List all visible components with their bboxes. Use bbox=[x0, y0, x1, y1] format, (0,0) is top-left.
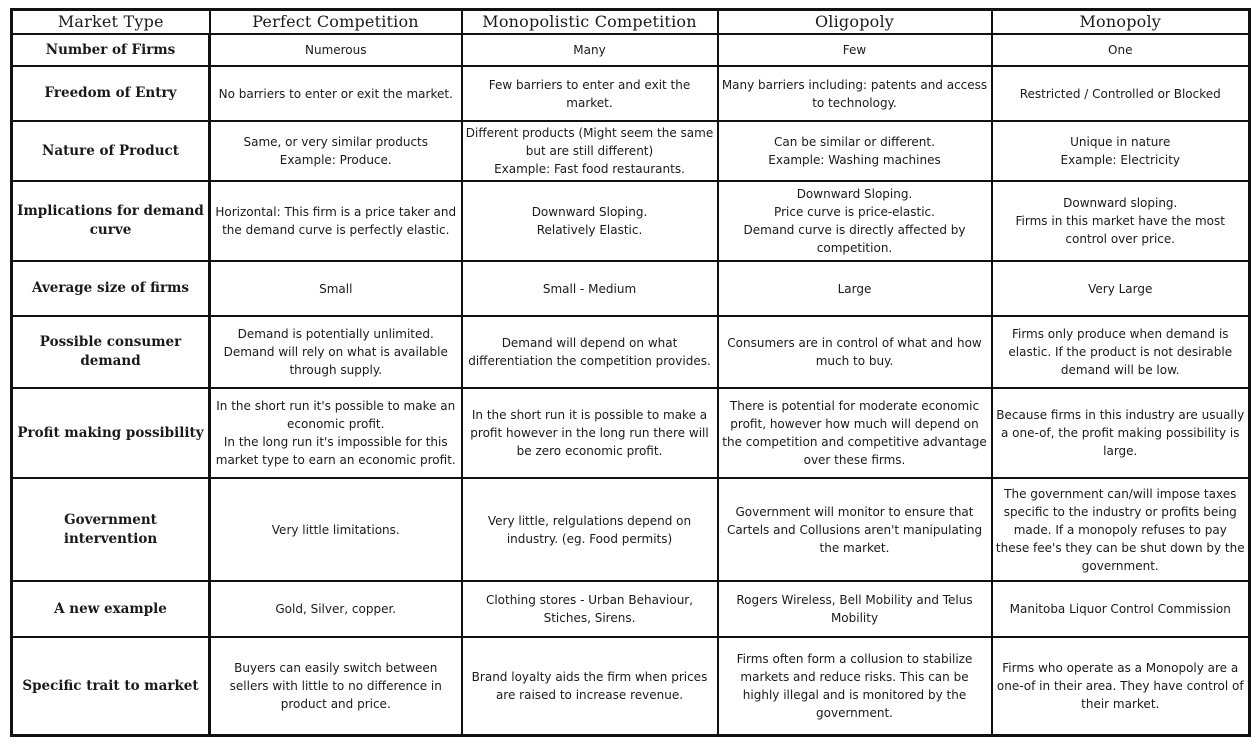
cell-oligopoly: Few bbox=[718, 34, 992, 66]
cell-perfect-competition: Same, or very similar products Example: Produce. bbox=[210, 121, 462, 181]
cell-monopolistic-competition: Brand loyalty aids the firm when prices are raised to increase revenue. bbox=[462, 637, 718, 736]
cell-monopoly: Manitoba Liquor Control Commission bbox=[992, 581, 1250, 637]
cell-perfect-competition: Numerous bbox=[210, 34, 462, 66]
row-label: Specific trait to market bbox=[12, 637, 210, 736]
cell-perfect-competition: Demand is potentially unlimited. Demand will rely on what is available through supply. bbox=[210, 316, 462, 388]
cell-perfect-competition: No barriers to enter or exit the market. bbox=[210, 66, 462, 121]
cell-monopoly: Downward sloping. Firms in this market have the most control over price. bbox=[992, 181, 1250, 261]
header-row bbox=[12, 10, 1250, 35]
row-specific-trait bbox=[12, 637, 1250, 736]
header-oligopoly: Oligopoly bbox=[718, 10, 992, 35]
row-label: Government intervention bbox=[12, 478, 210, 581]
row-label: Average size of firms bbox=[12, 261, 210, 316]
cell-monopolistic-competition: In the short run it is possible to make a profit however in the long run there will be zero economic profit. bbox=[462, 388, 718, 478]
cell-oligopoly: Government will monitor to ensure that Cartels and Collusions aren't manipulating the market. bbox=[718, 478, 992, 581]
cell-perfect-competition: Small bbox=[210, 261, 462, 316]
row-label: Possible consumer demand bbox=[12, 316, 210, 388]
row-government-intervention bbox=[12, 478, 1250, 581]
row-consumer-demand bbox=[12, 316, 1250, 388]
header-monopoly: Monopoly bbox=[992, 10, 1250, 35]
row-label: Number of Firms bbox=[12, 34, 210, 66]
cell-oligopoly: Rogers Wireless, Bell Mobility and Telus Mobility bbox=[718, 581, 992, 637]
cell-oligopoly: Consumers are in control of what and how much to buy. bbox=[718, 316, 992, 388]
row-label: Profit making possibility bbox=[12, 388, 210, 478]
cell-monopoly: Firms only produce when demand is elastic. If the product is not desirable demand will be low. bbox=[992, 316, 1250, 388]
row-label: A new example bbox=[12, 581, 210, 637]
market-structures-table bbox=[10, 8, 1251, 737]
cell-perfect-competition: In the short run it's possible to make an economic profit. In the long run it's impossible for this market type to earn an economic profit. bbox=[210, 388, 462, 478]
cell-monopolistic-competition: Small - Medium bbox=[462, 261, 718, 316]
row-freedom-of-entry bbox=[12, 66, 1250, 121]
cell-monopolistic-competition: Clothing stores - Urban Behaviour, Stiches, Sirens. bbox=[462, 581, 718, 637]
cell-monopolistic-competition: Different products (Might seem the same but are still different) Example: Fast food restaurants. bbox=[462, 121, 718, 181]
row-nature-of-product bbox=[12, 121, 1250, 181]
cell-oligopoly: There is potential for moderate economic profit, however how much will depend on the competition and competitive advantage over these firms. bbox=[718, 388, 992, 478]
header-market-type: Market Type bbox=[12, 10, 210, 35]
header-monopolistic-competition: Monopolistic Competition bbox=[462, 10, 718, 35]
cell-perfect-competition: Very little limitations. bbox=[210, 478, 462, 581]
cell-monopoly: One bbox=[992, 34, 1250, 66]
row-demand-curve bbox=[12, 181, 1250, 261]
cell-oligopoly: Large bbox=[718, 261, 992, 316]
cell-monopoly: Restricted / Controlled or Blocked bbox=[992, 66, 1250, 121]
market-structures-document bbox=[10, 8, 1251, 737]
cell-monopoly: Very Large bbox=[992, 261, 1250, 316]
cell-monopolistic-competition: Many bbox=[462, 34, 718, 66]
cell-oligopoly: Can be similar or different. Example: Washing machines bbox=[718, 121, 992, 181]
cell-perfect-competition: Buyers can easily switch between sellers with little to no difference in product and price. bbox=[210, 637, 462, 736]
row-number-of-firms bbox=[12, 34, 1250, 66]
cell-oligopoly: Firms often form a collusion to stabilize markets and reduce risks. This can be highly illegal and is monitored by the government. bbox=[718, 637, 992, 736]
cell-monopoly: Firms who operate as a Monopoly are a one-of in their area. They have control of their market. bbox=[992, 637, 1250, 736]
row-label: Nature of Product bbox=[12, 121, 210, 181]
cell-monopoly: Because firms in this industry are usually a one-of, the profit making possibility is large. bbox=[992, 388, 1250, 478]
cell-oligopoly: Many barriers including: patents and access to technology. bbox=[718, 66, 992, 121]
cell-monopoly: Unique in nature Example: Electricity bbox=[992, 121, 1250, 181]
row-label: Freedom of Entry bbox=[12, 66, 210, 121]
row-profit-possibility bbox=[12, 388, 1250, 478]
cell-oligopoly: Downward Sloping. Price curve is price-elastic. Demand curve is directly affected by competition. bbox=[718, 181, 992, 261]
cell-monopolistic-competition: Few barriers to enter and exit the market. bbox=[462, 66, 718, 121]
cell-perfect-competition: Gold, Silver, copper. bbox=[210, 581, 462, 637]
cell-monopolistic-competition: Demand will depend on what differentiation the competition provides. bbox=[462, 316, 718, 388]
cell-perfect-competition: Horizontal: This firm is a price taker and the demand curve is perfectly elastic. bbox=[210, 181, 462, 261]
header-perfect-competition: Perfect Competition bbox=[210, 10, 462, 35]
cell-monopolistic-competition: Downward Sloping. Relatively Elastic. bbox=[462, 181, 718, 261]
cell-monopolistic-competition: Very little, relgulations depend on industry. (eg. Food permits) bbox=[462, 478, 718, 581]
cell-monopoly: The government can/will impose taxes specific to the industry or profits being made. If a monopoly refuses to pay these fee's they can be shut down by the government. bbox=[992, 478, 1250, 581]
row-average-size bbox=[12, 261, 1250, 316]
row-new-example bbox=[12, 581, 1250, 637]
row-label: Implications for demand curve bbox=[12, 181, 210, 261]
